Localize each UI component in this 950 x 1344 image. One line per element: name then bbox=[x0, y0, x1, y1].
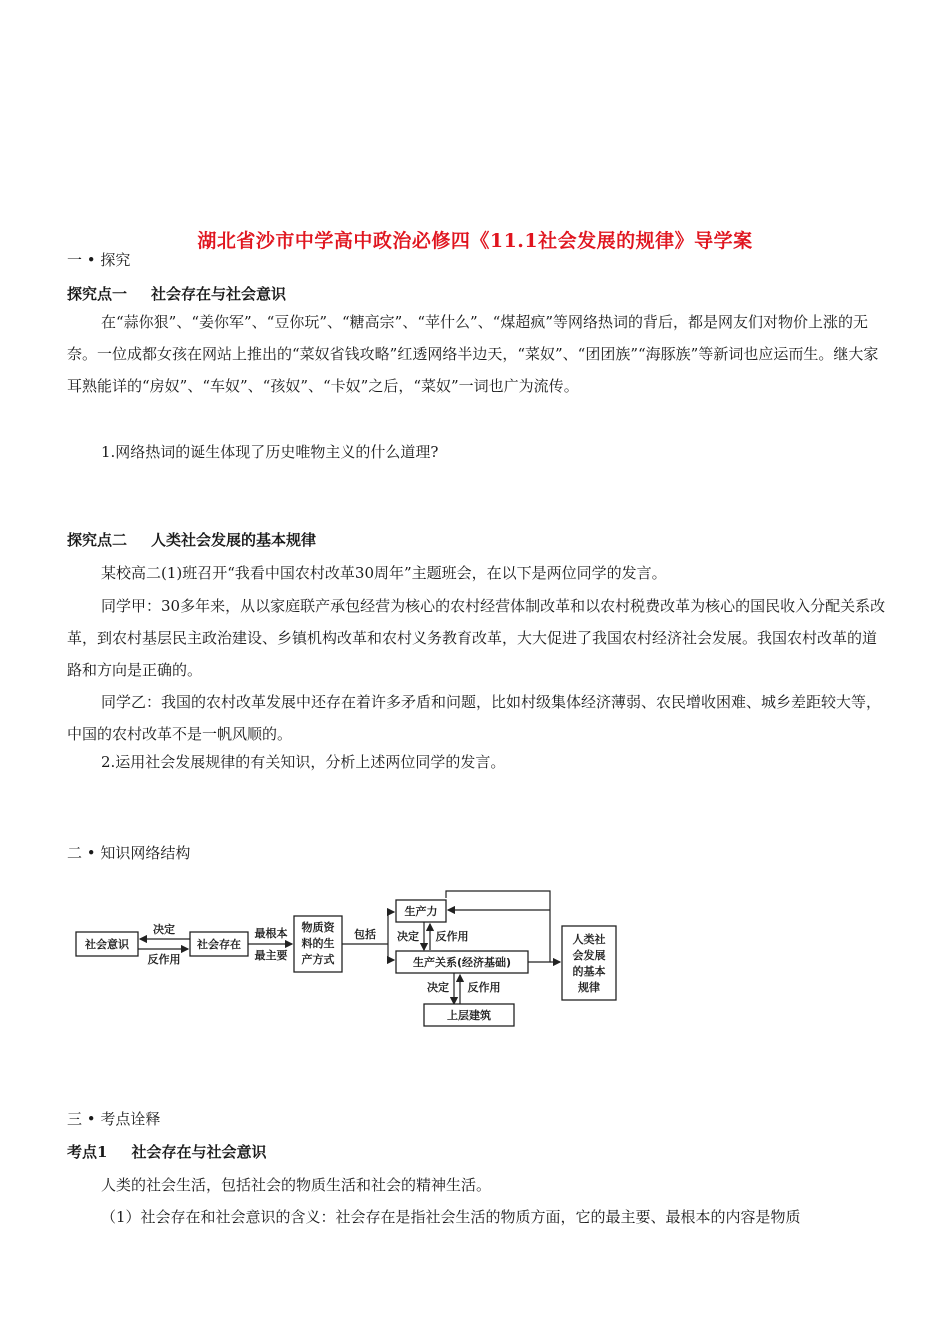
decides-label-3: 决定 bbox=[427, 981, 449, 994]
mode-line-2: 料的生 bbox=[301, 937, 335, 950]
social-consciousness-label: 社会意识 bbox=[85, 938, 129, 951]
mode-line-1: 物质资 bbox=[301, 921, 335, 934]
law-line-2: 会发展 bbox=[572, 949, 606, 962]
decides-label-1: 决定 bbox=[153, 923, 175, 936]
explore-point-1-name: 社会存在与社会意识 bbox=[151, 285, 287, 303]
exam-point-1-label: 考点1 bbox=[67, 1143, 108, 1161]
law-line-1: 人类社 bbox=[572, 933, 606, 946]
question-2: 2.运用社会发展规律的有关知识，分析上述两位同学的发言。 bbox=[101, 753, 506, 771]
includes-label: 包括 bbox=[354, 928, 376, 941]
explore-point-1-heading bbox=[67, 284, 286, 304]
mode-line-3: 产方式 bbox=[301, 953, 335, 966]
relations-of-production-label: 生产关系(经济基础) bbox=[412, 956, 512, 969]
exam-point-1-text-2: （1）社会存在和社会意识的含义：社会存在是指社会生活的物质方面，它的最主要、最根本的内容是物质 bbox=[101, 1208, 801, 1226]
section-heading-explore: 一 • 探究 bbox=[67, 251, 131, 269]
reacts-label-3: 反作用 bbox=[467, 981, 501, 994]
section-heading-knowledge-network: 二 • 知识网络结构 bbox=[67, 844, 191, 862]
explore-point-2-intro: 某校高二(1)班召开“我看中国农村改革30周年”主题班会，在以下是两位同学的发言。 bbox=[101, 564, 667, 582]
law-line-4: 规律 bbox=[578, 981, 600, 994]
knowledge-network-diagram bbox=[66, 888, 626, 1022]
exam-point-1-heading bbox=[67, 1142, 266, 1162]
decides-label-2: 决定 bbox=[397, 930, 419, 943]
productive-forces-label: 生产力 bbox=[404, 905, 438, 918]
student-a-statement: 同学甲：30多年来，从以家庭联产承包经营为核心的农村经营体制改革和以农村税费改革为核心的国民收入分配关系改革，到农村基层民主政治建设、乡镇机构改革和农村义务教育改革，大大促进了我国农村经济社会发展。我国农村改革的道路和方向是正确的。 bbox=[67, 597, 886, 679]
law-line-3: 的基本 bbox=[572, 965, 606, 978]
exam-point-1-text-1: 人类的社会生活，包括社会的物质生活和社会的精神生活。 bbox=[101, 1176, 492, 1194]
explore-point-1-label: 探究点一 bbox=[67, 285, 128, 303]
superstructure-label: 上层建筑 bbox=[447, 1009, 491, 1022]
exam-point-1-name: 社会存在与社会意识 bbox=[131, 1143, 267, 1161]
reacts-label-1: 反作用 bbox=[147, 953, 181, 966]
document-title: 湖北省沙市中学高中政治必修四《11.1社会发展的规律》导学案 bbox=[197, 230, 753, 252]
question-1: 1.网络热词的诞生体现了历史唯物主义的什么道理? bbox=[101, 443, 439, 461]
reacts-label-2: 反作用 bbox=[435, 930, 469, 943]
student-b-statement: 同学乙：我国的农村改革发展中还存在着许多矛盾和问题，比如村级集体经济薄弱、农民增收困难、城乡差距较大等，中国的农村改革不是一帆风顺的。 bbox=[67, 693, 882, 743]
most-main-label: 最主要 bbox=[254, 949, 288, 962]
explore-point-2-heading bbox=[67, 530, 316, 550]
section-heading-exam-points: 三 • 考点诠释 bbox=[67, 1110, 161, 1128]
explore-point-2-name: 人类社会发展的基本规律 bbox=[151, 531, 317, 549]
explore-point-2-label: 探究点二 bbox=[67, 531, 128, 549]
explore-point-1-text: 在“蒜你狠”、“姜你军”、“豆你玩”、“糖高宗”、“苹什么”、“煤超疯”等网络热词的背后，都是网友们对物价上涨的无奈。一位成都女孩在网站上推出的“菜奴省钱攻略”红透网络半边天，“菜奴”、“团团族”“海豚族”等新词也应运而生。继大家耳熟能详的“房奴”、“车奴”、“孩奴”、“卡奴”之后，“菜奴”一词也广为流传。 bbox=[67, 313, 879, 395]
most-fundamental-label: 最根本 bbox=[254, 927, 288, 940]
social-existence-label: 社会存在 bbox=[197, 938, 241, 951]
